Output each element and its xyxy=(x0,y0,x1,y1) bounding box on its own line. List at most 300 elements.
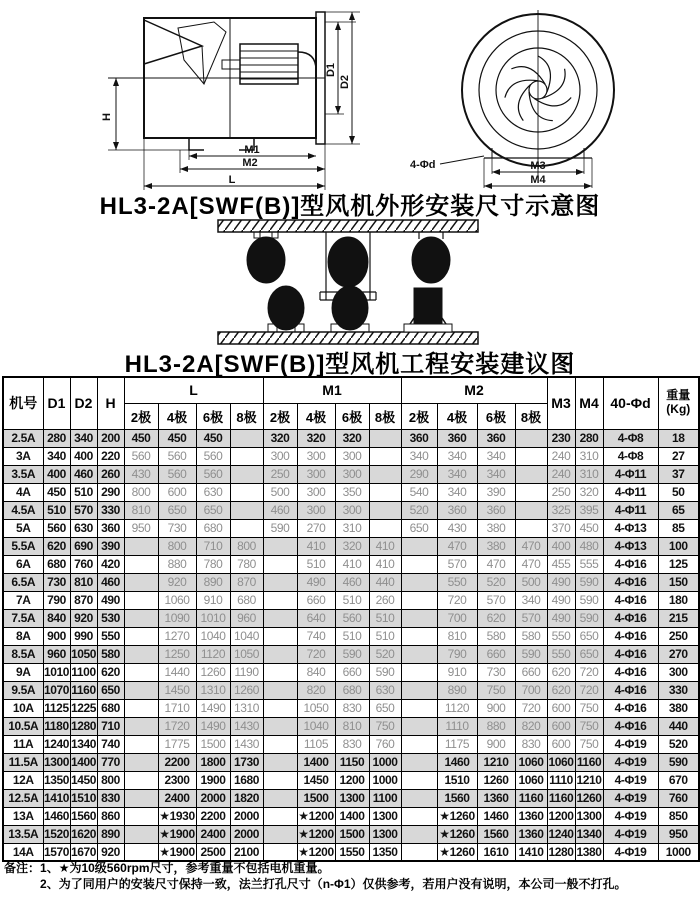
value-cell: 580 xyxy=(515,627,547,645)
value-cell: 325 xyxy=(547,501,575,519)
value-cell: 1040 xyxy=(230,627,263,645)
value-cell: 600 xyxy=(547,735,575,753)
value-cell: 260 xyxy=(369,591,401,609)
value-cell: 460 xyxy=(97,573,124,591)
value-cell: 1360 xyxy=(477,789,515,807)
value-cell xyxy=(124,627,158,645)
value-cell: 1360 xyxy=(515,825,547,843)
suspended-fan-left xyxy=(247,237,285,283)
value-cell: 300 xyxy=(297,447,335,465)
value-cell: 820 xyxy=(297,681,335,699)
value-cell: 4-Φ11 xyxy=(603,501,658,519)
value-cell xyxy=(230,483,263,501)
value-cell: 900 xyxy=(477,735,515,753)
value-cell xyxy=(124,681,158,699)
value-cell: 555 xyxy=(575,555,603,573)
value-cell xyxy=(124,807,158,825)
value-cell: 1240 xyxy=(548,827,574,841)
value-cell: 1000 xyxy=(369,771,401,789)
value-cell: 395 xyxy=(575,501,603,519)
value-cell: 1225 xyxy=(70,701,97,715)
value-cell: 840 xyxy=(43,609,70,627)
suspended-fan-right xyxy=(412,237,450,283)
model-cell: 2.5A xyxy=(3,429,43,447)
value-cell: 1160 xyxy=(515,789,547,807)
value-cell xyxy=(401,627,437,645)
value-cell: 410 xyxy=(335,555,369,573)
value-cell: 1100 xyxy=(71,665,96,679)
value-cell: 650 xyxy=(369,699,401,717)
value-cell: ★1200 xyxy=(298,809,334,823)
value-cell: 455 xyxy=(547,555,575,573)
value-cell xyxy=(263,843,297,861)
value-cell: 300 xyxy=(335,465,369,483)
model-cell: 10A xyxy=(3,699,43,717)
value-cell: 680 xyxy=(43,555,70,573)
value-cell: 680 xyxy=(230,591,263,609)
value-cell: 640 xyxy=(297,609,335,627)
table-row xyxy=(3,771,699,789)
model-cell: 5.5A xyxy=(3,537,43,555)
value-cell xyxy=(124,591,158,609)
col-header-d1: D1 xyxy=(43,377,70,429)
value-cell: 520 xyxy=(401,501,437,519)
value-cell: 1400 xyxy=(335,807,369,825)
value-cell: 1210 xyxy=(477,753,515,771)
value-cell xyxy=(515,429,547,447)
value-cell: 1490 xyxy=(196,717,230,735)
value-cell: 1105 xyxy=(297,735,335,753)
value-cell xyxy=(263,717,297,735)
value-cell: 4-Φ19 xyxy=(603,825,658,843)
table-row xyxy=(3,555,699,573)
value-cell: 470 xyxy=(437,537,477,555)
value-cell xyxy=(401,591,437,609)
value-cell: 660 xyxy=(477,645,515,663)
value-cell: 800 xyxy=(230,537,263,555)
value-cell xyxy=(124,645,158,663)
col-header-m2-4p: 4极 xyxy=(437,403,477,429)
value-cell: 1010 xyxy=(43,665,70,679)
value-cell: 460 xyxy=(263,501,297,519)
value-cell: 630 xyxy=(369,681,401,699)
value-cell: 290 xyxy=(401,465,437,483)
table-row xyxy=(3,465,699,483)
value-cell: 760 xyxy=(658,789,699,807)
value-cell: 340 xyxy=(70,429,97,447)
value-cell: 900 xyxy=(477,699,515,717)
value-cell: 910 xyxy=(196,591,230,609)
value-cell: 240 xyxy=(547,465,575,483)
value-cell: 650 xyxy=(575,627,603,645)
value-cell: 2200 xyxy=(196,807,230,825)
value-cell: 1520 xyxy=(43,827,70,841)
value-cell: 4-Φ11 xyxy=(603,483,658,501)
value-cell xyxy=(263,807,297,825)
value-cell xyxy=(401,681,437,699)
value-cell: 1190 xyxy=(230,663,263,681)
value-cell: 920 xyxy=(158,573,196,591)
value-cell: 1070 xyxy=(43,683,70,697)
value-cell: 1430 xyxy=(230,735,263,753)
value-cell: 490 xyxy=(547,573,575,591)
value-cell: 360 xyxy=(437,501,477,519)
value-cell xyxy=(369,465,401,483)
weight-label: 重量 xyxy=(666,388,691,403)
value-cell: 1350 xyxy=(369,843,401,861)
value-cell: 600 xyxy=(547,699,575,717)
value-cell: 1300 xyxy=(335,789,369,807)
value-cell: 510 xyxy=(369,627,401,645)
value-cell: 1270 xyxy=(158,627,196,645)
value-cell: 1060 xyxy=(548,755,574,769)
value-cell: 1670 xyxy=(70,843,97,861)
value-cell: 125 xyxy=(658,555,699,573)
value-cell: 680 xyxy=(335,681,369,699)
table-row xyxy=(3,825,699,843)
value-cell xyxy=(263,771,297,789)
col-header-model: 机号 xyxy=(3,377,43,429)
value-cell: 1460 xyxy=(43,809,70,823)
value-cell: ★1900 xyxy=(158,843,196,861)
value-cell xyxy=(124,825,158,843)
value-cell: 510 xyxy=(70,483,97,501)
value-cell: 730 xyxy=(43,573,70,591)
hanger-bracket xyxy=(254,232,260,238)
value-cell: 470 xyxy=(515,555,547,573)
model-cell: 8A xyxy=(3,627,43,645)
value-cell: 550 xyxy=(547,627,575,645)
value-cell xyxy=(369,429,401,447)
value-cell: 2000 xyxy=(196,789,230,807)
value-cell: 300 xyxy=(335,501,369,519)
value-cell: 600 xyxy=(547,717,575,735)
value-cell: 100 xyxy=(658,537,699,555)
value-cell: 1260 xyxy=(477,771,515,789)
value-cell: 810 xyxy=(335,717,369,735)
value-cell: 1720 xyxy=(158,717,196,735)
value-cell xyxy=(263,825,297,843)
value-cell: 400 xyxy=(70,447,97,465)
value-cell: 860 xyxy=(97,807,124,825)
value-cell: 1120 xyxy=(437,699,477,717)
value-cell: 1050 xyxy=(70,647,97,661)
value-cell xyxy=(401,663,437,681)
value-cell: 1340 xyxy=(576,827,602,841)
table-row xyxy=(3,537,699,555)
value-cell: 410 xyxy=(297,537,335,555)
value-cell: 1160 xyxy=(576,755,602,769)
value-cell: 1775 xyxy=(158,735,196,753)
value-cell: 340 xyxy=(401,447,437,465)
value-cell xyxy=(515,519,547,537)
value-cell: 1060 xyxy=(515,753,547,771)
value-cell: 310 xyxy=(575,465,603,483)
col-header-l-6p: 6极 xyxy=(196,403,230,429)
value-cell: 4-Φ13 xyxy=(603,537,658,555)
value-cell: 1250 xyxy=(158,645,196,663)
value-cell xyxy=(230,429,263,447)
value-cell: 550 xyxy=(437,573,477,591)
value-cell: 650 xyxy=(97,681,124,699)
value-cell: 430 xyxy=(437,519,477,537)
value-cell xyxy=(515,465,547,483)
value-cell: 4-Φ19 xyxy=(603,843,658,861)
value-cell xyxy=(124,717,158,735)
value-cell: 4-Φ13 xyxy=(603,519,658,537)
value-cell: 1710 xyxy=(158,699,196,717)
value-cell: 150 xyxy=(658,573,699,591)
model-cell: 13A xyxy=(3,807,43,825)
value-cell: 530 xyxy=(97,609,124,627)
footnote-line: 2、为了同用户的安装尺寸保持一致，法兰打孔尺寸（n-Φ1）仅供参考，若用户没有说明，本公司一般不打孔。 xyxy=(40,876,627,891)
value-cell: 380 xyxy=(477,519,515,537)
value-cell: 600 xyxy=(158,483,196,501)
value-cell xyxy=(263,609,297,627)
col-header-h: H xyxy=(97,377,124,429)
value-cell: 320 xyxy=(335,537,369,555)
value-cell: 720 xyxy=(297,645,335,663)
value-cell: 4-Φ8 xyxy=(603,429,658,447)
value-cell: 900 xyxy=(43,627,70,645)
table-row xyxy=(3,699,699,717)
value-cell: 450 xyxy=(575,519,603,537)
value-cell: 1460 xyxy=(437,753,477,771)
value-cell: 1175 xyxy=(437,735,477,753)
table-row xyxy=(3,609,699,627)
value-cell: 300 xyxy=(335,447,369,465)
model-cell: 12A xyxy=(3,771,43,789)
floor-fan-left xyxy=(268,286,304,330)
value-cell: 320 xyxy=(335,429,369,447)
value-cell: 340 xyxy=(515,591,547,609)
table-row xyxy=(3,501,699,519)
value-cell: 4-Φ16 xyxy=(603,591,658,609)
label-h: H xyxy=(101,113,113,121)
dimensions-table xyxy=(2,376,700,862)
outline-diagram-title: HL3-2A[SWF(B)]型风机外形安装尺寸示意图 xyxy=(99,193,601,220)
value-cell: ★1260 xyxy=(437,807,477,825)
value-cell xyxy=(230,501,263,519)
value-cell: 2300 xyxy=(158,771,196,789)
value-cell: 650 xyxy=(196,501,230,519)
value-cell xyxy=(263,555,297,573)
value-cell: 300 xyxy=(297,465,335,483)
value-cell: 1400 xyxy=(70,755,97,769)
value-cell: 1310 xyxy=(230,699,263,717)
value-cell: 340 xyxy=(477,447,515,465)
value-cell: ★1900 xyxy=(159,827,195,841)
value-cell: 1820 xyxy=(230,789,263,807)
value-cell: 1000 xyxy=(369,753,401,771)
value-cell: 710 xyxy=(97,717,124,735)
value-cell: 4-Φ19 xyxy=(603,807,658,825)
value-cell: 360 xyxy=(401,429,437,447)
value-cell: 620 xyxy=(43,537,70,555)
label-holes: 4-Φd xyxy=(410,159,436,171)
value-cell: 240 xyxy=(547,447,575,465)
value-cell: 460 xyxy=(70,465,97,483)
value-cell xyxy=(263,735,297,753)
value-cell: 850 xyxy=(658,807,699,825)
value-cell: 1360 xyxy=(515,807,547,825)
value-cell: 750 xyxy=(369,717,401,735)
value-cell: 920 xyxy=(70,609,97,627)
value-cell xyxy=(369,483,401,501)
value-cell: 590 xyxy=(263,519,297,537)
value-cell: 440 xyxy=(369,573,401,591)
model-cell: 14A xyxy=(3,843,43,861)
value-cell: 450 xyxy=(43,483,70,501)
col-header-m2-8p: 8极 xyxy=(515,403,547,429)
value-cell: 500 xyxy=(515,573,547,591)
value-cell: 620 xyxy=(477,609,515,627)
value-cell: 710 xyxy=(196,537,230,555)
value-cell: 280 xyxy=(575,429,603,447)
col-header-m1-4p: 4极 xyxy=(297,403,335,429)
value-cell: 1610 xyxy=(477,843,515,861)
value-cell: 780 xyxy=(230,555,263,573)
value-cell xyxy=(515,447,547,465)
col-header-m2-2p: 2极 xyxy=(401,403,437,429)
col-header-m3: M3 xyxy=(547,377,575,429)
value-cell xyxy=(401,699,437,717)
value-cell: 2200 xyxy=(158,753,196,771)
value-cell xyxy=(124,753,158,771)
value-cell: 390 xyxy=(477,483,515,501)
value-cell: 1510 xyxy=(70,791,97,805)
value-cell: 590 xyxy=(575,609,603,627)
model-cell: 11A xyxy=(3,735,43,753)
value-cell: 1500 xyxy=(335,825,369,843)
value-cell: 320 xyxy=(263,429,297,447)
value-cell: 810 xyxy=(437,627,477,645)
value-cell: 630 xyxy=(196,483,230,501)
value-cell: 1060 xyxy=(515,771,547,789)
table-row xyxy=(3,735,699,753)
table-row xyxy=(3,429,699,447)
value-cell: 1260 xyxy=(576,791,602,805)
value-cell: 520 xyxy=(477,573,515,591)
value-cell: 430 xyxy=(124,465,158,483)
table-row xyxy=(3,519,699,537)
value-cell: 300 xyxy=(297,483,335,501)
value-cell: 660 xyxy=(515,663,547,681)
value-cell: 1450 xyxy=(297,771,335,789)
value-cell: 680 xyxy=(97,699,124,717)
value-cell xyxy=(401,609,437,627)
value-cell: 360 xyxy=(97,519,124,537)
value-cell xyxy=(263,627,297,645)
hanger-bracket xyxy=(272,232,278,238)
value-cell xyxy=(263,645,297,663)
footnote-line: 1、★为10级560rpm尺寸，参考重量不包括电机重量。 xyxy=(40,861,330,875)
value-cell xyxy=(369,519,401,537)
value-cell: 340 xyxy=(477,465,515,483)
col-header-weight xyxy=(658,377,699,429)
value-cell: 580 xyxy=(477,627,515,645)
fan-pedestal xyxy=(404,324,452,332)
model-cell: 7.5A xyxy=(3,609,43,627)
value-cell: 1300 xyxy=(369,807,401,825)
table-row xyxy=(3,627,699,645)
value-cell: 660 xyxy=(297,591,335,609)
value-cell: 880 xyxy=(158,555,196,573)
value-cell: 870 xyxy=(230,573,263,591)
value-cell: 230 xyxy=(547,429,575,447)
value-cell: 1680 xyxy=(230,771,263,789)
value-cell: 510 xyxy=(369,609,401,627)
value-cell: 4-Φ16 xyxy=(603,609,658,627)
value-cell: 4-Φ16 xyxy=(603,555,658,573)
col-header-m2-6p: 6极 xyxy=(477,403,515,429)
col-header-d2: D2 xyxy=(70,377,97,429)
value-cell: 215 xyxy=(658,609,699,627)
value-cell: ★1200 xyxy=(297,843,335,861)
value-cell: 310 xyxy=(575,447,603,465)
table-body xyxy=(3,429,699,861)
value-cell: 750 xyxy=(477,681,515,699)
value-cell: 1460 xyxy=(477,807,515,825)
holes-leader-line xyxy=(440,156,484,164)
install-diagram-title: HL3-2A[SWF(B)]型风机工程安装建议图 xyxy=(124,351,576,378)
value-cell xyxy=(124,609,158,627)
table-row xyxy=(3,789,699,807)
value-cell: 4-Φ19 xyxy=(603,735,658,753)
value-cell: 490 xyxy=(547,609,575,627)
value-cell: 950 xyxy=(658,825,699,843)
value-cell: ★1260 xyxy=(437,843,477,861)
value-cell: 4-Φ19 xyxy=(603,789,658,807)
col-header-l: L xyxy=(124,377,263,403)
value-cell xyxy=(401,645,437,663)
value-cell xyxy=(401,771,437,789)
value-cell: 1310 xyxy=(196,681,230,699)
value-cell: 490 xyxy=(297,573,335,591)
value-cell xyxy=(401,573,437,591)
value-cell: 4-Φ16 xyxy=(603,645,658,663)
value-cell: 1620 xyxy=(70,827,97,841)
table-row xyxy=(3,447,699,465)
model-cell: 9.5A xyxy=(3,681,43,699)
model-cell: 4.5A xyxy=(3,501,43,519)
value-cell: 1300 xyxy=(43,755,70,769)
value-cell: 2000 xyxy=(230,825,263,843)
value-cell: 1300 xyxy=(369,825,401,843)
mount-foot-left xyxy=(189,138,204,150)
value-cell: 4-Φ8 xyxy=(603,447,658,465)
value-cell: 520 xyxy=(369,645,401,663)
model-cell: 6.5A xyxy=(3,573,43,591)
value-cell xyxy=(230,519,263,537)
floor-fan-vertical xyxy=(414,288,442,324)
value-cell: 590 xyxy=(335,645,369,663)
value-cell: ★1200 xyxy=(298,827,334,841)
model-cell: 13.5A xyxy=(3,825,43,843)
value-cell: 1240 xyxy=(43,737,70,751)
value-cell: 830 xyxy=(335,735,369,753)
value-cell: 2400 xyxy=(196,825,230,843)
table-row xyxy=(3,843,699,861)
value-cell: 570 xyxy=(515,609,547,627)
value-cell: 740 xyxy=(97,735,124,753)
floor-fan-middle xyxy=(332,286,368,330)
value-cell xyxy=(401,807,437,825)
value-cell: 620 xyxy=(547,681,575,699)
inlet-cone xyxy=(144,20,202,64)
value-cell: 280 xyxy=(43,429,70,447)
value-cell: 590 xyxy=(658,753,699,771)
